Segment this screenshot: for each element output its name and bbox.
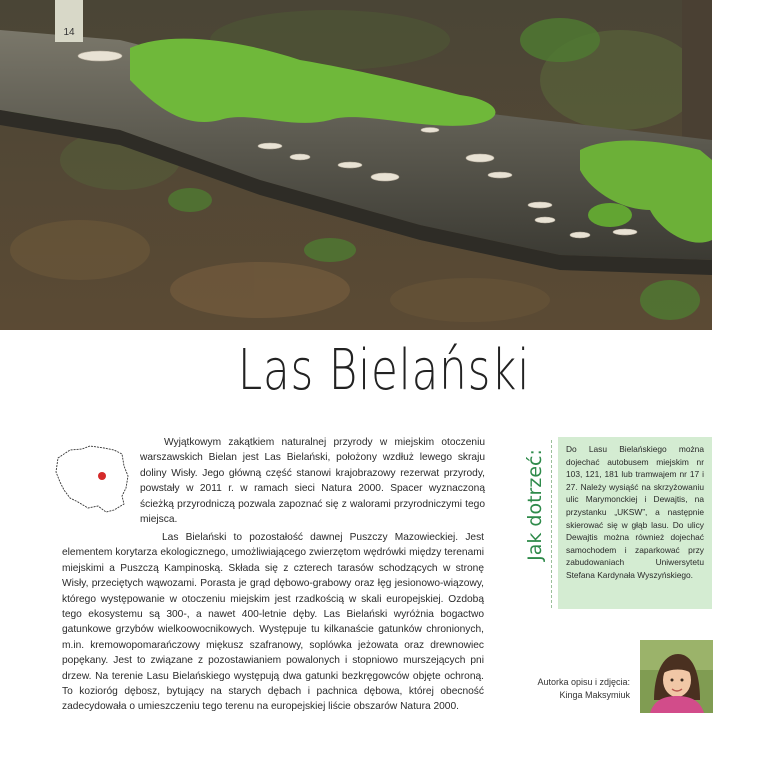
author-name: Kinga Maksymiuk [559, 690, 630, 700]
how-to-get-box: Do Lasu Bielańskiego można dojechać autobusem miejskim nr 103, 121, 181 lub tramwajem nr 17 i 27. Należy wysiąść na skrzyżowaniu ulic Marymonckiej i Dewajtis, na przystanku „UKSW”, a następnie skierować się w głąb lasu. Do ulicy Dewajtis można również dojechać samochodem i zaparkować przy zabudowaniach Uniwersytetu Stefana Kardynała Wyszyńskiego. [558, 437, 712, 609]
page-number: 14 [55, 0, 83, 42]
main-paragraph: Las Bielański to pozostałość dawnej Puszczy Mazowieckiej. Jest elementem korytarza ekologicznego, umożliwiającego zwierzętom wędrówki między terenami miejskimi a Puszczą Kampinoską. Składa się z czterech tarasów schodzących w stronę Wisły, przeciętych wąwozami. Porasta je grąd dębowo-grabowy oraz łęg jesionowo-wiązowy, którego występowanie w otoczeniu miejskim jest rzadkością w skali europejskiej. Ozdobą tego ekosystemu są 300-, a nawet 400-letnie dęby. Las Bielański wyróżnia bogactwo gatunkowe grzybów wielkoowocnikowych. Występuje tu kilkanaście gatunków chronionych, m.in. kremowopomarańczowy miękusz szafranowy, soplówka jeżowata oraz drewnowiec popękany. Jest to związane z pozostawianiem powalonych i stopniowo murszejących pni drzew. Na terenie Lasu Bielańskiego występują dwa gatunki bezkręgowców objęte ochroną. To kozioróg dębosz, bytujący na starych dębach i pachnica dębowa, której obecność zadecydowała o umieszczeniu tego terenu na europejskiej liście obszarów Natura 2000. [62, 532, 484, 713]
author-credit-label: Autorka opisu i zdjęcia: [537, 677, 630, 687]
how-to-get-label: Jak dotrzeć: [524, 449, 546, 561]
intro-paragraph: Wyjątkowym zakątkiem naturalnej przyrody w miejskim otoczeniu warszawskich Bielan jest Las Bielański, położony wzdłuż lewego skraju doliny Wisły. Jego główną część stanowi krajobrazowy rezerwat przyrody, powstały w 2011 r. w ramach sieci Natura 2000. Spacer wyznaczoną ścieżką przyrodniczą pozwala zapoznać się z walorami przyrodniczymi tego miejsca. [140, 437, 485, 526]
author-credit [520, 676, 630, 702]
page-title: Las Bielański [237, 338, 531, 403]
author-portrait [640, 640, 713, 713]
dashed-divider [551, 440, 552, 608]
location-marker-icon [98, 472, 106, 480]
poland-map-icon [52, 440, 132, 520]
header-photo-fallen-log [0, 0, 712, 330]
